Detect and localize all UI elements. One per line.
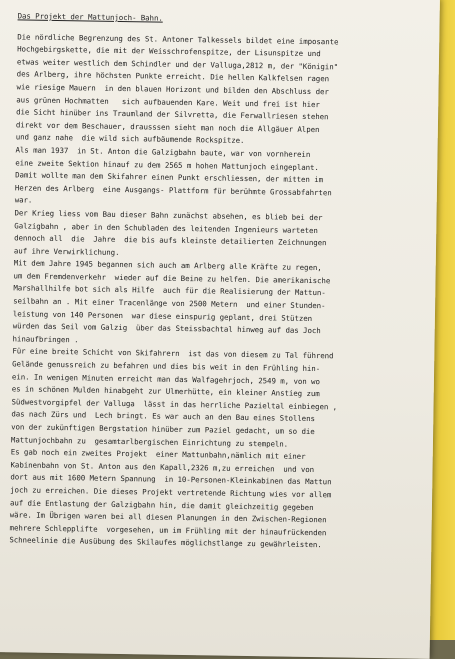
text-line: Kabinenbahn von St. Anton aus den Kapall,2326 m,zu erreichen und von: [10, 460, 315, 474]
text-line: eine zweite Sektion hinauf zu dem 2565 m hohen Mattunjoch eingeplant.: [15, 157, 319, 172]
text-line: Gelände genussreich zu befahren und dies bis weit in den Frühling hin-: [12, 359, 321, 374]
text-line: Als man 1937 in St. Anton die Galzigbahn baute, war von vornherein: [15, 145, 311, 159]
text-line: würden das Seil vom Galzig über das Steissbachtal hinweg auf das Joch: [12, 321, 321, 336]
text-line: seilbahn an . Mit einer Tracenlänge von 2500 Metern und einer Stunden-: [13, 296, 326, 311]
text-line: Hochgebirgskette, die mit der Weisschrofenspitze, der Lisunspitze und: [17, 44, 321, 59]
text-line: die Sicht hinüber ins Traumland der Silvretta, die Ferwallriesen stehen: [16, 107, 329, 122]
text-line: Südwestvorgipfel der Valluga lässt in das herrliche Pazieltal einbiegen ,: [11, 397, 338, 412]
text-line: Galzigbahn , aber in den Schubladen des leitenden Ingenieurs warteten: [14, 220, 318, 235]
text-line: Herzen des Arlberg eine Ausgangs- Plattform für berühmte Grossabfahrten: [14, 183, 332, 198]
paragraph-container: [9, 31, 435, 554]
text-line: Mit dem Jahre 1945 begannen sich auch am Arlberg alle Kräfte zu regen,: [13, 258, 322, 273]
text-line: joch zu erreichen. Die dieses Projekt vertretende Richtung wies vor allem: [10, 485, 332, 500]
paragraph: [15, 144, 434, 214]
text-line: ein. In wenigen Minuten erreicht man das Walfagehrjoch, 2549 m, von wo: [11, 371, 320, 386]
text-line: leistung von 140 Personen war diese einspurig geplant, drei Stützen: [12, 308, 313, 323]
text-line: es in schönen Mulden hinabgeht zur Ulmerhütte, ein kleiner Anstieg zum: [11, 384, 320, 399]
text-line: Mattunjochbahn zu gesamtarlbergischen Einrichtung zu stempeln.: [10, 434, 289, 449]
text-line: und ganz nahe die wild sich aufbäumende Rockspitze.: [15, 132, 245, 146]
text-line: aus grünen Hochmatten sich aufbauenden Kare. Weit und frei ist hier: [16, 94, 320, 109]
paragraph: [12, 258, 431, 353]
text-line: wie riesige Mauern in den blauen Horizont und bilden den Abschluss der: [16, 82, 329, 97]
paragraph: [11, 346, 431, 453]
document-title: Das Projekt der Mattunjoch- Bahn.: [17, 11, 163, 23]
paragraph: [14, 207, 433, 264]
text-line: des Arlberg, ihre höchsten Punkte erreicht. Die hellen Kalkfelsen ragen: [16, 69, 330, 84]
text-line: auf die Entlastung der Galzigbahn hin, die damit gleichzeitig gegeben: [9, 497, 314, 512]
text-line: auf ihre Verwirklichung.: [13, 246, 120, 257]
text-line: etwas weiter westlich dem Schindler und der Valluga,2812 m, der "Königin": [16, 57, 339, 72]
text-line: Für eine breite Schicht von Skifahrern ist das von diesem zu Tal führend: [12, 346, 334, 361]
paragraph: [9, 447, 429, 554]
text-line: hinaufbringen .: [12, 334, 79, 345]
text-line: Damit wollte man dem Skifahrer einen Punkt erschliessen, der mitten im: [15, 170, 324, 185]
text-line: wäre. Im Übrigen waren bei all diesen Planungen in den Zwischen-Regionen: [9, 510, 327, 525]
text-line: um dem Fremdenverkehr wieder auf die Beine zu helfen. Die amerikanische: [13, 271, 331, 286]
text-line: von der zukünftigen Bergstation hinüber zum Paziel gedacht, um so die: [11, 422, 315, 437]
document-body: [9, 10, 435, 553]
text-line: direkt vor dem Beschauer, drausssen sieht man noch die Allgäuer Alpen: [15, 120, 320, 134]
text-line: dort aus mit 1600 Metern Spannung in 10-Personen-Kleinkabinen das Mattun: [10, 472, 332, 487]
text-line: Die nördliche Begrenzung des St. Antoner Talkessels bildet eine imposante: [17, 31, 339, 47]
text-line: Es gab noch ein zweites Projekt einer Mattunbahn,nämlich mit einer: [10, 447, 306, 462]
text-line: dennoch all die Jahre die bis aufs kleinste detailierten Zeichnungen: [14, 233, 327, 248]
paragraph: [16, 31, 436, 151]
text-line: Schneelinie die Ausübung des Skilaufes möglichstlange zu gewährleisten.: [9, 535, 322, 550]
text-line: das nach Zürs und Lech bringt. Es war auch an den Bau eines Stollens: [11, 409, 315, 424]
text-line: mehrere Schlepplifte vorgesehen, um im Frühling mit der hinaufrückenden: [9, 523, 327, 538]
text-line: war.: [14, 195, 33, 205]
text-line: Marshallhilfe bot sich als Hilfe auch für die Realisierung der Mattun-: [13, 283, 326, 298]
text-line: Der Krieg liess vom Bau dieser Bahn zunächst absehen, es blieb bei der: [14, 208, 323, 223]
